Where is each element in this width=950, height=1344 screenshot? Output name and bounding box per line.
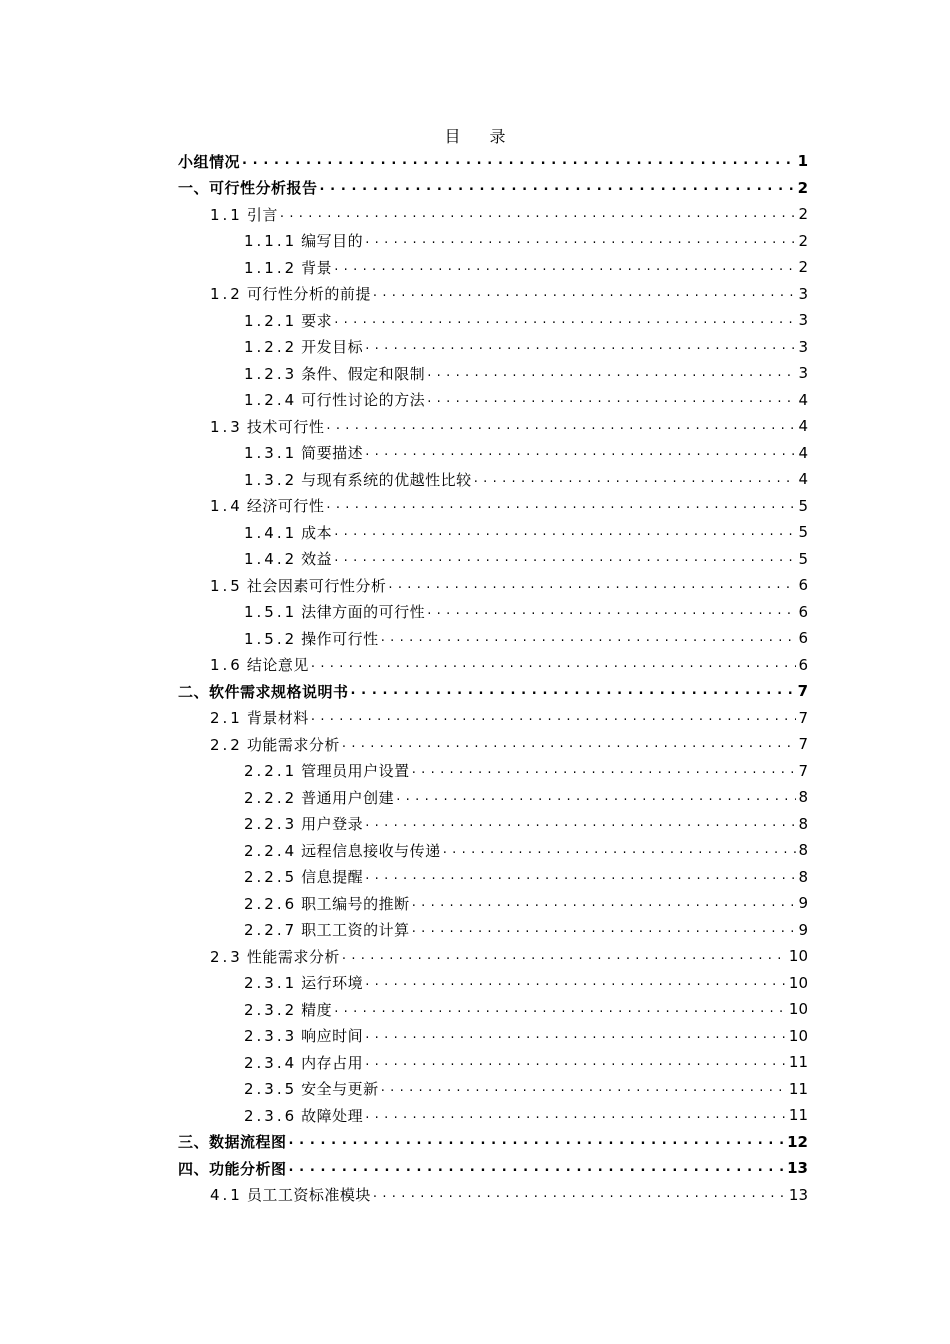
toc-entry-text: 内存占用 — [301, 1053, 364, 1072]
table-of-contents — [178, 148, 808, 1208]
toc-entry-label — [244, 336, 363, 357]
toc-entry-page-number: 2 — [798, 258, 808, 277]
toc-entry-page-number: 8 — [798, 841, 808, 860]
toc-entry-text: 安全与更新 — [301, 1080, 379, 1099]
toc-entry-label — [210, 283, 371, 304]
dot-leader — [311, 710, 796, 725]
toc-entry-label — [244, 866, 363, 887]
toc-entry-label — [210, 946, 340, 967]
toc-entry-text: 职工编号的推断 — [301, 894, 410, 913]
toc-entry-page-number: 12 — [787, 1132, 808, 1151]
toc-entry[interactable] — [178, 201, 808, 228]
dot-leader — [365, 975, 787, 990]
dot-leader — [289, 1134, 786, 1149]
toc-entry-page-number: 11 — [788, 1053, 808, 1072]
toc-entry-label — [244, 257, 332, 278]
dot-leader — [280, 207, 796, 222]
toc-entry-page-number: 3 — [798, 364, 808, 383]
toc-entry[interactable] — [178, 1102, 808, 1129]
toc-entry-number: 2.1 — [210, 709, 243, 728]
toc-entry[interactable] — [178, 387, 808, 414]
toc-entry-label — [244, 813, 363, 834]
dot-leader — [373, 1187, 787, 1202]
dot-leader — [388, 578, 796, 593]
toc-entry[interactable] — [178, 652, 808, 679]
toc-entry-text: 社会因素可行性分析 — [246, 576, 387, 595]
toc-entry[interactable] — [178, 599, 808, 626]
toc-entry-number: 1.5 — [210, 576, 243, 595]
toc-entry-label — [244, 919, 410, 940]
toc-entry[interactable] — [178, 413, 808, 440]
dot-leader — [342, 949, 787, 964]
toc-entry-number: 2.2.6 — [244, 894, 298, 913]
toc-entry-text: 背景 — [301, 258, 333, 277]
toc-entry-number: 4.1 — [210, 1186, 243, 1205]
toc-entry-text: 远程信息接收与传递 — [301, 841, 441, 860]
toc-entry[interactable] — [178, 440, 808, 467]
toc-entry-label — [244, 601, 425, 622]
toc-entry-text: 条件、假定和限制 — [301, 364, 426, 383]
toc-entry[interactable] — [178, 705, 808, 732]
toc-entry-page-number: 6 — [798, 576, 808, 595]
toc-entry-label — [244, 628, 379, 649]
toc-entry-number: 2.2.1 — [244, 762, 298, 781]
toc-entry-number: 2.2.2 — [244, 788, 298, 807]
toc-entry-page-number: 5 — [798, 549, 808, 568]
toc-entry-label — [244, 893, 410, 914]
toc-entry-page-number: 9 — [798, 920, 808, 939]
toc-entry-label — [210, 575, 386, 596]
dot-leader — [334, 551, 796, 566]
toc-entry[interactable] — [178, 360, 808, 387]
dot-leader — [242, 154, 796, 169]
dot-leader — [334, 313, 796, 328]
dot-leader — [365, 339, 796, 354]
toc-entry[interactable] — [178, 519, 808, 546]
toc-entry-label — [244, 389, 425, 410]
toc-entry-text: 运行环境 — [301, 974, 364, 993]
toc-entry[interactable] — [178, 175, 808, 202]
toc-entry-page-number: 10 — [788, 1000, 808, 1019]
toc-entry-label — [244, 1052, 363, 1073]
dot-leader — [311, 657, 796, 672]
toc-entry-label — [244, 310, 332, 331]
dot-leader — [381, 1081, 787, 1096]
toc-entry-number: 1.3 — [210, 417, 243, 436]
toc-entry-label — [244, 972, 363, 993]
toc-entry-number: 2.3.6 — [244, 1106, 298, 1125]
toc-entry-label — [178, 1131, 287, 1152]
toc-entry-text: 成本 — [301, 523, 333, 542]
toc-entry[interactable] — [178, 1129, 808, 1156]
toc-entry-label — [244, 1105, 363, 1126]
toc-entry[interactable] — [178, 890, 808, 917]
toc-entry-label — [244, 548, 332, 569]
toc-entry-page-number: 2 — [798, 231, 808, 250]
toc-entry-label — [210, 495, 324, 516]
toc-entry-number: 1.5.2 — [244, 629, 298, 648]
toc-entry-page-number: 7 — [798, 708, 808, 727]
toc-entry-text: 性能需求分析 — [246, 947, 340, 966]
toc-entry-label — [210, 416, 324, 437]
dot-leader — [365, 1028, 787, 1043]
toc-entry-number: 1.2 — [210, 285, 243, 304]
toc-entry-number: 2.2.4 — [244, 841, 298, 860]
dot-leader — [365, 1055, 787, 1070]
dot-leader — [365, 445, 796, 460]
toc-entry[interactable] — [178, 784, 808, 811]
toc-entry[interactable] — [178, 917, 808, 944]
toc-entry-number: 1.2.4 — [244, 391, 298, 410]
toc-entry-page-number: 8 — [798, 788, 808, 807]
toc-entry-number: 1.2.1 — [244, 311, 298, 330]
toc-entry-number: 2.3.3 — [244, 1027, 298, 1046]
dot-leader — [381, 631, 796, 646]
toc-entry-label — [244, 1025, 363, 1046]
toc-entry-text: 二、软件需求规格说明书 — [178, 682, 349, 701]
dot-leader — [326, 419, 796, 434]
toc-entry-page-number: 7 — [798, 761, 808, 780]
toc-entry-text: 管理员用户设置 — [301, 762, 410, 781]
toc-entry-number: 1.2.3 — [244, 364, 298, 383]
toc-entry-number: 1.1.1 — [244, 232, 298, 251]
toc-entry-label — [210, 707, 309, 728]
toc-entry-number: 2.2.7 — [244, 921, 298, 940]
toc-entry-page-number: 1 — [797, 152, 808, 171]
toc-entry-label — [210, 734, 340, 755]
dot-leader — [320, 180, 796, 195]
toc-entry-number: 1.2.2 — [244, 338, 298, 357]
dot-leader — [412, 922, 796, 937]
toc-entry-page-number: 10 — [788, 973, 808, 992]
toc-entry-page-number: 7 — [798, 735, 808, 754]
toc-entry-label — [244, 230, 363, 251]
toc-entry-label — [244, 363, 425, 384]
dot-leader — [365, 233, 796, 248]
toc-entry-page-number: 8 — [798, 814, 808, 833]
dot-leader — [427, 392, 796, 407]
toc-entry-number: 1.6 — [210, 656, 243, 675]
toc-entry-label — [244, 999, 332, 1020]
toc-entry-text: 效益 — [301, 550, 333, 569]
toc-entry-page-number: 11 — [788, 1079, 808, 1098]
toc-entry-page-number: 4 — [798, 470, 808, 489]
toc-entry-number: 2.3.5 — [244, 1080, 298, 1099]
toc-entry-page-number: 2 — [798, 205, 808, 224]
toc-entry[interactable] — [178, 811, 808, 838]
toc-entry-page-number: 4 — [798, 390, 808, 409]
toc-entry-page-number: 6 — [798, 655, 808, 674]
toc-entry-text: 三、数据流程图 — [178, 1133, 287, 1152]
toc-entry[interactable] — [178, 572, 808, 599]
toc-entry-label — [244, 1078, 379, 1099]
toc-entry[interactable] — [178, 1023, 808, 1050]
dot-leader — [427, 366, 796, 381]
toc-entry-page-number: 6 — [798, 602, 808, 621]
toc-entry[interactable] — [178, 864, 808, 891]
toc-entry-text: 可行性讨论的方法 — [301, 391, 426, 410]
toc-entry-label — [244, 522, 332, 543]
toc-entry-number: 1.4.1 — [244, 523, 298, 542]
toc-entry[interactable] — [178, 996, 808, 1023]
toc-entry-page-number: 13 — [788, 1185, 808, 1204]
toc-entry-label — [244, 840, 441, 861]
toc-entry[interactable] — [178, 1155, 808, 1182]
toc-entry[interactable] — [178, 625, 808, 652]
toc-entry-number: 1.1 — [210, 205, 243, 224]
toc-entry-text: 法律方面的可行性 — [301, 603, 426, 622]
toc-entry-text: 开发目标 — [301, 338, 364, 357]
toc-entry-label — [210, 204, 278, 225]
toc-entry[interactable] — [178, 731, 808, 758]
toc-entry-number: 1.3.2 — [244, 470, 298, 489]
toc-entry-text: 一、可行性分析报告 — [178, 179, 318, 198]
toc-entry-text: 信息提醒 — [301, 868, 364, 887]
toc-entry-text: 结论意见 — [246, 656, 309, 675]
toc-entry[interactable] — [178, 678, 808, 705]
toc-entry-text: 引言 — [246, 205, 278, 224]
toc-entry-text: 技术可行性 — [246, 417, 325, 436]
toc-entry-number: 1.3.1 — [244, 444, 298, 463]
toc-entry[interactable] — [178, 1076, 808, 1103]
dot-leader — [365, 869, 796, 884]
toc-entry[interactable] — [178, 281, 808, 308]
toc-entry-text: 与现有系统的优越性比较 — [301, 470, 472, 489]
toc-entry-label — [244, 787, 394, 808]
dot-leader — [365, 816, 796, 831]
toc-entry-text: 普通用户创建 — [301, 788, 395, 807]
toc-entry[interactable] — [178, 307, 808, 334]
toc-entry-text: 响应时间 — [301, 1027, 364, 1046]
dot-leader — [365, 1108, 787, 1123]
toc-entry-page-number: 5 — [798, 496, 808, 515]
dot-leader — [351, 684, 796, 699]
toc-entry[interactable] — [178, 546, 808, 573]
toc-entry-number: 2.2 — [210, 735, 243, 754]
toc-entry[interactable] — [178, 493, 808, 520]
toc-entry-label — [244, 469, 472, 490]
dot-leader — [396, 790, 796, 805]
dot-leader — [289, 1161, 786, 1176]
toc-entry-number: 2.3 — [210, 947, 243, 966]
toc-title: 目 录 — [444, 127, 518, 146]
toc-entry-text: 背景材料 — [246, 709, 309, 728]
toc-entry-number: 1.4 — [210, 497, 243, 516]
toc-entry[interactable] — [178, 334, 808, 361]
toc-entry-page-number: 13 — [787, 1159, 808, 1178]
toc-entry-text: 要求 — [301, 311, 333, 330]
toc-entry-number: 2.2.3 — [244, 815, 298, 834]
toc-entry-label — [244, 760, 410, 781]
toc-entry-number: 1.5.1 — [244, 603, 298, 622]
toc-entry-page-number: 7 — [797, 682, 808, 701]
toc-entry-label — [178, 681, 349, 702]
toc-entry[interactable] — [178, 1049, 808, 1076]
toc-entry-label — [178, 1158, 287, 1179]
toc-entry-text: 员工工资标准模块 — [246, 1186, 371, 1205]
toc-entry[interactable] — [178, 943, 808, 970]
toc-entry-text: 职工工资的计算 — [301, 921, 410, 940]
toc-entry-label — [210, 1184, 371, 1205]
toc-entry[interactable] — [178, 970, 808, 997]
dot-leader — [427, 604, 796, 619]
toc-entry[interactable] — [178, 466, 808, 493]
toc-entry-number: 2.2.5 — [244, 868, 298, 887]
toc-entry-page-number: 3 — [798, 311, 808, 330]
toc-entry[interactable] — [178, 1182, 808, 1209]
toc-entry-page-number: 9 — [798, 894, 808, 913]
toc-entry-page-number: 8 — [798, 867, 808, 886]
toc-entry-page-number: 2 — [797, 178, 808, 197]
toc-entry-page-number: 10 — [788, 1026, 808, 1045]
toc-entry-label — [210, 654, 309, 675]
toc-entry[interactable] — [178, 254, 808, 281]
toc-entry-label — [178, 177, 318, 198]
toc-entry-number: 2.3.1 — [244, 974, 298, 993]
toc-entry-text: 编写目的 — [301, 232, 364, 251]
dot-leader — [334, 1002, 787, 1017]
toc-entry-text: 功能需求分析 — [246, 735, 340, 754]
dot-leader — [412, 896, 796, 911]
toc-entry-page-number: 3 — [798, 337, 808, 356]
toc-entry-text: 小组情况 — [178, 152, 241, 171]
toc-entry[interactable] — [178, 837, 808, 864]
toc-entry-label — [244, 442, 363, 463]
toc-entry[interactable] — [178, 758, 808, 785]
toc-entry-page-number: 11 — [788, 1106, 808, 1125]
dot-leader — [373, 286, 796, 301]
toc-entry[interactable] — [178, 148, 808, 175]
dot-leader — [412, 763, 796, 778]
toc-entry-label — [178, 151, 240, 172]
dot-leader — [326, 498, 796, 513]
toc-entry-page-number: 4 — [798, 443, 808, 462]
dot-leader — [474, 472, 796, 487]
toc-entry-text: 四、功能分析图 — [178, 1159, 287, 1178]
toc-entry-text: 精度 — [301, 1000, 333, 1019]
toc-entry-text: 操作可行性 — [301, 629, 379, 648]
dot-leader — [334, 260, 796, 275]
dot-leader — [443, 843, 796, 858]
dot-leader — [334, 525, 796, 540]
toc-entry-text: 经济可行性 — [246, 497, 325, 516]
toc-entry-text: 可行性分析的前提 — [246, 285, 371, 304]
toc-entry-text: 故障处理 — [301, 1106, 364, 1125]
toc-entry-text: 用户登录 — [301, 815, 364, 834]
toc-entry-number: 2.3.2 — [244, 1000, 298, 1019]
toc-entry-text: 简要描述 — [301, 444, 364, 463]
toc-entry-page-number: 3 — [798, 284, 808, 303]
dot-leader — [342, 737, 796, 752]
toc-entry-page-number: 6 — [798, 629, 808, 648]
toc-entry[interactable] — [178, 228, 808, 255]
toc-entry-number: 2.3.4 — [244, 1053, 298, 1072]
toc-entry-page-number: 10 — [788, 947, 808, 966]
toc-entry-number: 1.4.2 — [244, 550, 298, 569]
toc-entry-page-number: 4 — [798, 417, 808, 436]
toc-entry-page-number: 5 — [798, 523, 808, 542]
toc-entry-number: 1.1.2 — [244, 258, 298, 277]
